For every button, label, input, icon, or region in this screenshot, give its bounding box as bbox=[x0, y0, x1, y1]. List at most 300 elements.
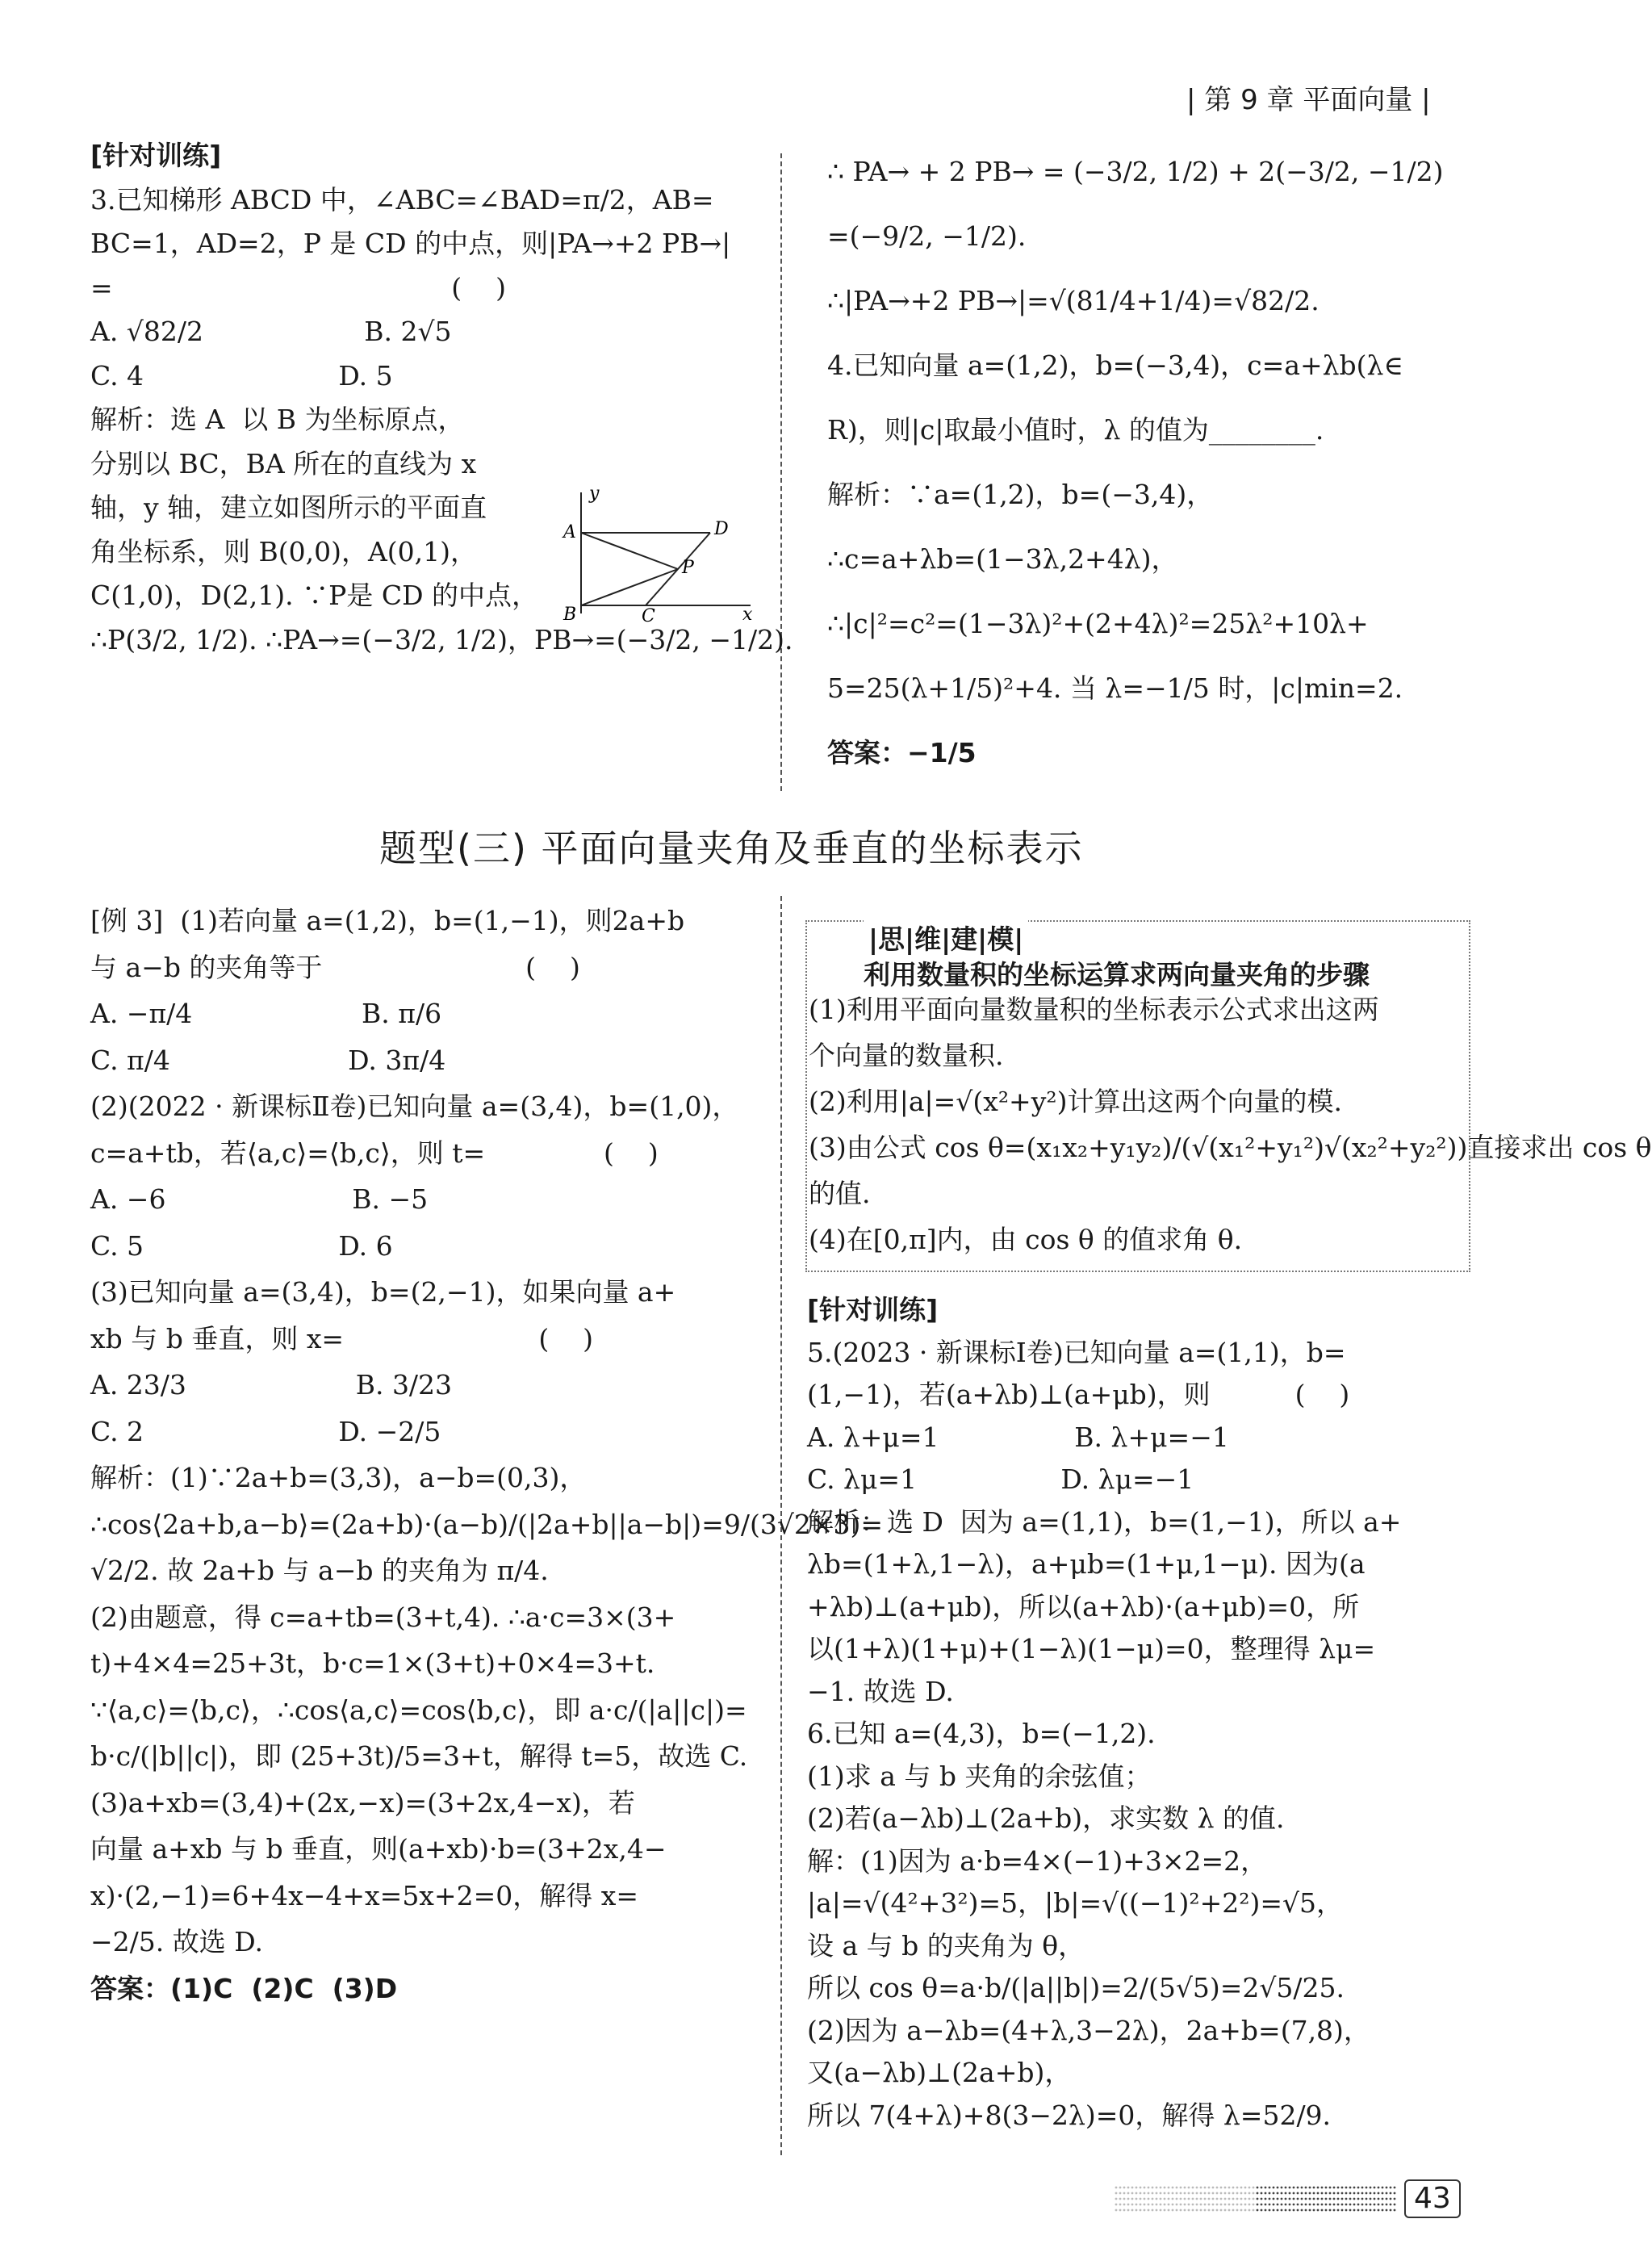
footer-dot bbox=[1261, 2209, 1263, 2212]
footer-dot bbox=[1168, 2209, 1170, 2212]
footer-dot bbox=[1301, 2209, 1303, 2212]
footer-dot bbox=[1321, 2209, 1324, 2212]
text-line: C. 4 D. 5 bbox=[90, 359, 393, 391]
footer-dot bbox=[1119, 2192, 1122, 2195]
footer-dot bbox=[1257, 2192, 1259, 2195]
footer-dot bbox=[1382, 2198, 1384, 2200]
footer-dot bbox=[1329, 2192, 1332, 2195]
text-line: 的值. bbox=[809, 1178, 871, 1209]
footer-dot bbox=[1224, 2192, 1227, 2195]
footer-dot bbox=[1180, 2187, 1182, 2189]
footer-dot bbox=[1353, 2187, 1356, 2189]
footer-dot bbox=[1394, 2198, 1396, 2200]
footer-dot bbox=[1176, 2192, 1178, 2195]
footer-dot bbox=[1333, 2204, 1336, 2206]
footer-dot bbox=[1329, 2204, 1332, 2206]
footer-dot bbox=[1382, 2209, 1384, 2212]
footer-dot bbox=[1248, 2187, 1251, 2189]
footer-dot bbox=[1370, 2187, 1372, 2189]
text-line: 解析：选 D 因为 a=(1,1)，b=(1,−1)，所以 a+ bbox=[807, 1505, 1402, 1538]
footer-dot bbox=[1164, 2204, 1166, 2206]
footer-dot bbox=[1281, 2209, 1283, 2212]
footer-dot bbox=[1357, 2198, 1360, 2200]
footer-dot bbox=[1168, 2187, 1170, 2189]
footer-dot bbox=[1164, 2198, 1166, 2200]
footer-dot bbox=[1386, 2209, 1388, 2212]
footer-dot bbox=[1277, 2198, 1279, 2200]
footer-dot bbox=[1204, 2198, 1207, 2200]
footer-dot bbox=[1212, 2187, 1215, 2189]
footer-dot bbox=[1184, 2209, 1186, 2212]
footer-dot bbox=[1269, 2209, 1271, 2212]
footer-dot bbox=[1293, 2192, 1295, 2195]
footer-dot bbox=[1378, 2198, 1380, 2200]
footer-dot bbox=[1253, 2204, 1255, 2206]
diagram-label-c: C bbox=[642, 606, 655, 626]
text-line: 解析：∵a=(1,2)，b=(−3,4)， bbox=[827, 479, 1214, 510]
diagram-label-d: D bbox=[714, 519, 729, 539]
page-number: 43 bbox=[1404, 2179, 1461, 2218]
footer-dot bbox=[1176, 2209, 1178, 2212]
footer-dot bbox=[1349, 2209, 1352, 2212]
footer-dot bbox=[1160, 2209, 1162, 2212]
footer-dot bbox=[1289, 2187, 1291, 2189]
footer-dot bbox=[1257, 2209, 1259, 2212]
footer-dot bbox=[1349, 2187, 1352, 2189]
text-line: C. 2 D. −2/5 bbox=[90, 1415, 441, 1447]
footer-dot bbox=[1329, 2187, 1332, 2189]
footer-dot bbox=[1297, 2198, 1299, 2200]
footer-dot bbox=[1361, 2187, 1364, 2189]
text-line: (1)利用平面向量数量积的坐标表示公式求出这两 bbox=[809, 994, 1379, 1025]
footer-dot bbox=[1361, 2198, 1364, 2200]
footer-dot bbox=[1168, 2192, 1170, 2195]
footer-dot bbox=[1261, 2192, 1263, 2195]
footer-dot bbox=[1123, 2198, 1126, 2200]
text-line: 5=25(λ+1/5)²+4. 当 λ=−1/5 时，|c|min=2. bbox=[827, 672, 1403, 704]
footer-dot bbox=[1184, 2187, 1186, 2189]
text-line: xb 与 b 垂直，则 x= ( ) bbox=[90, 1322, 594, 1354]
footer-dot bbox=[1386, 2204, 1388, 2206]
footer-dot bbox=[1115, 2192, 1118, 2195]
diagram-label-x: x bbox=[742, 605, 753, 625]
text-line: ∴cos⟨2a+b,a−b⟩=(2a+b)·(a−b)/(|2a+b||a−b|)=9/(3√2×3)= bbox=[90, 1508, 884, 1540]
footer-dot bbox=[1131, 2204, 1134, 2206]
footer-dot bbox=[1277, 2209, 1279, 2212]
footer-dot bbox=[1144, 2209, 1146, 2212]
text-line: |a|=√(4²+3²)=5，|b|=√((−1)²+2²)=√5， bbox=[807, 1887, 1344, 1919]
footer-dot bbox=[1309, 2209, 1311, 2212]
footer-dot bbox=[1240, 2198, 1243, 2200]
footer-dot bbox=[1321, 2198, 1324, 2200]
thinking-model-box bbox=[805, 920, 1652, 1272]
footer-dot bbox=[1156, 2204, 1158, 2206]
text-line: (3)a+xb=(3,4)+(2x,−x)=(3+2x,4−x)，若 bbox=[90, 1786, 635, 1819]
text-line: C(1,0)，D(2,1). ∵P是 CD 的中点， bbox=[90, 580, 539, 611]
footer-dot bbox=[1164, 2187, 1166, 2189]
text-line: +λb)⊥(a+μb)，所以(a+λb)·(a+μb)=0，所 bbox=[807, 1590, 1360, 1622]
footer-dot bbox=[1228, 2209, 1231, 2212]
text-line: 4.已知向量 a=(1,2)，b=(−3,4)，c=a+λb(λ∈ bbox=[827, 350, 1403, 381]
footer-dot bbox=[1188, 2198, 1190, 2200]
footer-dot bbox=[1253, 2187, 1255, 2189]
footer-dot bbox=[1119, 2209, 1122, 2212]
footer-dot bbox=[1285, 2198, 1287, 2200]
footer-dot bbox=[1293, 2187, 1295, 2189]
footer-dot bbox=[1228, 2204, 1231, 2206]
text-line: ∴|PA→+2 PB→|=√(81/4+1/4)=√82/2. bbox=[827, 285, 1320, 316]
footer-dot bbox=[1135, 2192, 1138, 2195]
footer-dot bbox=[1240, 2204, 1243, 2206]
footer-dot bbox=[1309, 2187, 1311, 2189]
footer-dot bbox=[1224, 2204, 1227, 2206]
footer-dot bbox=[1265, 2187, 1267, 2189]
footer-dot bbox=[1192, 2198, 1194, 2200]
footer-dot bbox=[1337, 2198, 1340, 2200]
text-line: x)·(2,−1)=6+4x−4+x=5x+2=0，解得 x= bbox=[90, 1879, 638, 1911]
footer-dot bbox=[1204, 2209, 1207, 2212]
footer-dot bbox=[1188, 2204, 1190, 2206]
footer-dot bbox=[1152, 2209, 1154, 2212]
footer-dot bbox=[1281, 2198, 1283, 2200]
footer-dot bbox=[1208, 2192, 1211, 2195]
footer-dot bbox=[1273, 2204, 1275, 2206]
footer-dot bbox=[1224, 2187, 1227, 2189]
text-line: c=a+tb，若⟨a,c⟩=⟨b,c⟩，则 t= ( ) bbox=[90, 1137, 659, 1169]
footer-dot bbox=[1386, 2192, 1388, 2195]
column-divider-top bbox=[780, 153, 782, 791]
footer-dot bbox=[1325, 2209, 1328, 2212]
footer-dot bbox=[1378, 2209, 1380, 2212]
footer-dot bbox=[1285, 2192, 1287, 2195]
text-line: 答案：(1)C (2)C (3)D bbox=[90, 1972, 398, 2004]
text-line: (1,−1)，若(a+λb)⊥(a+μb)，则 ( ) bbox=[807, 1379, 1350, 1410]
footer-dot bbox=[1135, 2204, 1138, 2206]
text-line: −1. 故选 D. bbox=[807, 1675, 954, 1707]
footer-dot bbox=[1184, 2198, 1186, 2200]
footer-dot bbox=[1200, 2204, 1202, 2206]
text-line: √2/2. 故 2a+b 与 a−b 的夹角为 π/4. bbox=[90, 1555, 549, 1586]
footer-dot bbox=[1337, 2209, 1340, 2212]
text-line: 5.(2023 · 新课标Ⅰ卷)已知向量 a=(1,1)，b= bbox=[807, 1336, 1346, 1368]
footer-dot bbox=[1289, 2209, 1291, 2212]
footer-dot bbox=[1345, 2187, 1348, 2189]
footer-dot bbox=[1273, 2198, 1275, 2200]
footer-dot bbox=[1297, 2187, 1299, 2189]
text-line: 轴，y 轴，建立如图所示的平面直 bbox=[90, 492, 487, 523]
footer-dot bbox=[1192, 2192, 1194, 2195]
footer-dot bbox=[1208, 2187, 1211, 2189]
footer-dot bbox=[1325, 2187, 1328, 2189]
text-line: t)+4×4=25+3t，b·c=1×(3+t)+0×4=3+t. bbox=[90, 1647, 655, 1679]
footer-dot bbox=[1317, 2204, 1320, 2206]
footer-dot bbox=[1127, 2192, 1130, 2195]
footer-dot bbox=[1228, 2198, 1231, 2200]
footer-dot bbox=[1212, 2209, 1215, 2212]
text-line: 分别以 BC，BA 所在的直线为 x bbox=[90, 447, 477, 479]
footer-dot bbox=[1325, 2198, 1328, 2200]
footer-dot bbox=[1115, 2187, 1118, 2189]
footer-dot bbox=[1164, 2209, 1166, 2212]
footer-dot bbox=[1370, 2198, 1372, 2200]
footer-dot bbox=[1293, 2209, 1295, 2212]
footer-dot bbox=[1361, 2192, 1364, 2195]
footer-dot bbox=[1357, 2204, 1360, 2206]
footer-dot bbox=[1160, 2204, 1162, 2206]
text-line: (1)求 a 与 b 夹角的余弦值； bbox=[807, 1760, 1152, 1792]
footer-dot bbox=[1148, 2192, 1150, 2195]
footer-dot bbox=[1321, 2187, 1324, 2189]
text-line: λb=(1+λ,1−λ)，a+μb=(1+μ,1−μ). 因为(a bbox=[807, 1548, 1366, 1580]
text-line: C. 5 D. 6 bbox=[90, 1229, 393, 1262]
text-line: [针对训练] bbox=[90, 140, 222, 171]
footer-dot bbox=[1140, 2204, 1142, 2206]
footer-dot bbox=[1176, 2187, 1178, 2189]
footer-dot bbox=[1220, 2204, 1223, 2206]
footer-dot bbox=[1240, 2192, 1243, 2195]
text-line: A. −π/4 B. π/6 bbox=[90, 998, 442, 1029]
footer-dot bbox=[1152, 2187, 1154, 2189]
footer-dot bbox=[1123, 2209, 1126, 2212]
footer-dot bbox=[1232, 2198, 1235, 2200]
footer-dot bbox=[1180, 2198, 1182, 2200]
text-line: 6.已知 a=(4,3)，b=(−1,2). bbox=[807, 1718, 1156, 1749]
footer-dot bbox=[1366, 2192, 1368, 2195]
footer-dot bbox=[1180, 2204, 1182, 2206]
footer-dot bbox=[1172, 2204, 1174, 2206]
text-line: (2)由题意，得 c=a+tb=(3+t,4). ∴a·c=3×(3+ bbox=[90, 1601, 676, 1633]
footer-dot bbox=[1297, 2192, 1299, 2195]
footer-dot bbox=[1244, 2209, 1247, 2212]
footer-dot bbox=[1220, 2209, 1223, 2212]
footer-dot bbox=[1353, 2192, 1356, 2195]
footer-dot bbox=[1297, 2209, 1299, 2212]
footer-dot bbox=[1204, 2192, 1207, 2195]
footer-dot bbox=[1152, 2204, 1154, 2206]
footer-dot bbox=[1353, 2204, 1356, 2206]
footer-dot bbox=[1144, 2192, 1146, 2195]
footer-dot bbox=[1341, 2187, 1344, 2189]
text-line: 解析：(1)∵2a+b=(3,3)，a−b=(0,3)， bbox=[90, 1462, 587, 1493]
footer-dot bbox=[1196, 2204, 1198, 2206]
footer-dot bbox=[1248, 2198, 1251, 2200]
footer-dot bbox=[1305, 2187, 1307, 2189]
footer-dot bbox=[1390, 2192, 1392, 2195]
footer-dot bbox=[1244, 2187, 1247, 2189]
footer-dot bbox=[1220, 2187, 1223, 2189]
footer-dot bbox=[1289, 2204, 1291, 2206]
footer-dot bbox=[1119, 2187, 1122, 2189]
footer-dot bbox=[1349, 2198, 1352, 2200]
footer-dot bbox=[1370, 2204, 1372, 2206]
footer-dot bbox=[1269, 2192, 1271, 2195]
text-line: 又(a−λb)⊥(2a+b)， bbox=[807, 2057, 1072, 2088]
footer-dot bbox=[1341, 2192, 1344, 2195]
footer-dot bbox=[1333, 2187, 1336, 2189]
footer-dot bbox=[1131, 2192, 1134, 2195]
footer-dot bbox=[1224, 2209, 1227, 2212]
footer-dot bbox=[1228, 2187, 1231, 2189]
footer-dot bbox=[1345, 2198, 1348, 2200]
footer-dot bbox=[1131, 2209, 1134, 2212]
footer-dot bbox=[1353, 2209, 1356, 2212]
text-line: 答案：−1/5 bbox=[827, 737, 977, 768]
footer-dot bbox=[1220, 2198, 1223, 2200]
footer-dot bbox=[1127, 2198, 1130, 2200]
footer-dot bbox=[1216, 2187, 1219, 2189]
footer-dot bbox=[1285, 2204, 1287, 2206]
footer-dot bbox=[1135, 2209, 1138, 2212]
footer-dot bbox=[1196, 2192, 1198, 2195]
footer-dot bbox=[1257, 2204, 1259, 2206]
text-line: [针对训练] bbox=[807, 1294, 939, 1325]
text-line: 所以 7(4+λ)+8(3−2λ)=0，解得 λ=52/9. bbox=[807, 2099, 1332, 2131]
footer-dot bbox=[1269, 2198, 1271, 2200]
footer-dot bbox=[1168, 2204, 1170, 2206]
footer-dot bbox=[1212, 2198, 1215, 2200]
footer-dot bbox=[1277, 2187, 1279, 2189]
footer-dot bbox=[1140, 2198, 1142, 2200]
footer-dot bbox=[1188, 2187, 1190, 2189]
footer-dot bbox=[1265, 2192, 1267, 2195]
footer-dot bbox=[1378, 2204, 1380, 2206]
footer-dot bbox=[1309, 2198, 1311, 2200]
text-line: (2)因为 a−λb=(4+λ,3−2λ)，2a+b=(7,8)， bbox=[807, 2014, 1370, 2046]
chapter-header: | 第 9 章 平面向量 | bbox=[1186, 84, 1431, 116]
text-line: A. 23/3 B. 3/23 bbox=[90, 1369, 453, 1400]
footer-dot bbox=[1317, 2187, 1320, 2189]
footer-dot bbox=[1232, 2209, 1235, 2212]
footer-dot bbox=[1345, 2192, 1348, 2195]
footer-dot-pattern bbox=[1114, 2184, 1396, 2217]
text-line: R)，则|c|取最小值时，λ 的值为________. bbox=[827, 414, 1324, 446]
footer-dot bbox=[1188, 2209, 1190, 2212]
footer-dot bbox=[1220, 2192, 1223, 2195]
footer-dot bbox=[1144, 2204, 1146, 2206]
footer-dot bbox=[1273, 2187, 1275, 2189]
diagram-label-b: B bbox=[563, 605, 577, 625]
footer-dot bbox=[1313, 2192, 1315, 2195]
text-line: ∵⟨a,c⟩=⟨b,c⟩，∴cos⟨a,c⟩=cos⟨b,c⟩，即 a·c/(|a||c|)= bbox=[90, 1694, 747, 1726]
text-line: [例 3] (1)若向量 a=(1,2)，b=(1,−1)，则2a+b bbox=[90, 905, 685, 936]
footer-dot bbox=[1160, 2192, 1162, 2195]
footer-dot bbox=[1196, 2198, 1198, 2200]
footer-dot bbox=[1127, 2204, 1130, 2206]
text-line: ∴P(3/2, 1/2). ∴PA→=(−3/2, 1/2)，PB→=(−3/2, −1/2). bbox=[90, 623, 793, 655]
footer-dot bbox=[1378, 2192, 1380, 2195]
footer-dot bbox=[1261, 2198, 1263, 2200]
footer-dot bbox=[1321, 2204, 1324, 2206]
footer-dot bbox=[1115, 2209, 1118, 2212]
footer-dot bbox=[1341, 2204, 1344, 2206]
footer-dot bbox=[1200, 2209, 1202, 2212]
text-line: 个向量的数量积. bbox=[809, 1040, 1004, 1071]
footer-dot bbox=[1192, 2209, 1194, 2212]
footer-dot bbox=[1232, 2204, 1235, 2206]
footer-dot bbox=[1212, 2204, 1215, 2206]
footer-dot bbox=[1208, 2204, 1211, 2206]
footer-dot bbox=[1216, 2198, 1219, 2200]
text-line: = ( ) bbox=[90, 271, 506, 304]
footer-dot bbox=[1236, 2192, 1239, 2195]
footer-dot bbox=[1131, 2198, 1134, 2200]
footer-dot bbox=[1317, 2192, 1320, 2195]
footer-dot bbox=[1156, 2198, 1158, 2200]
footer-dot bbox=[1168, 2198, 1170, 2200]
text-line: (2)利用|a|=√(x²+y²)计算出这两个向量的模. bbox=[809, 1086, 1342, 1117]
footer-dot bbox=[1382, 2192, 1384, 2195]
diagram-label-a: A bbox=[563, 522, 576, 542]
footer-dot bbox=[1192, 2204, 1194, 2206]
footer-dot bbox=[1216, 2209, 1219, 2212]
footer-dot bbox=[1212, 2192, 1215, 2195]
text-line: A. √82/2 B. 2√5 bbox=[90, 316, 452, 347]
footer-dot bbox=[1127, 2187, 1130, 2189]
footer-dot bbox=[1374, 2204, 1376, 2206]
footer-dot bbox=[1140, 2209, 1142, 2212]
footer-dot bbox=[1333, 2209, 1336, 2212]
footer-dot bbox=[1386, 2187, 1388, 2189]
footer-dot bbox=[1361, 2204, 1364, 2206]
text-line: (3)已知向量 a=(3,4)，b=(2,−1)，如果向量 a+ bbox=[90, 1276, 676, 1308]
footer-dot bbox=[1309, 2192, 1311, 2195]
footer-dot bbox=[1313, 2209, 1315, 2212]
footer-dot bbox=[1313, 2204, 1315, 2206]
model-heading: 利用数量积的坐标运算求两向量夹角的步骤 bbox=[864, 959, 1370, 990]
footer-dot bbox=[1313, 2198, 1315, 2200]
footer-dot bbox=[1353, 2198, 1356, 2200]
footer-dot bbox=[1366, 2204, 1368, 2206]
text-line: 所以 cos θ=a·b/(|a||b|)=2/(5√5)=2√5/25. bbox=[807, 1972, 1345, 2003]
footer-dot bbox=[1160, 2187, 1162, 2189]
text-line: b·c/(|b||c|)，即 (25+3t)/5=3+t，解得 t=5，故选 C. bbox=[90, 1740, 748, 1772]
footer-dot bbox=[1273, 2192, 1275, 2195]
footer-dot bbox=[1216, 2204, 1219, 2206]
footer-dot bbox=[1244, 2192, 1247, 2195]
footer-dot bbox=[1135, 2187, 1138, 2189]
footer-dot bbox=[1285, 2187, 1287, 2189]
text-line: C. π/4 D. 3π/4 bbox=[90, 1044, 446, 1076]
diagram-label-y: y bbox=[589, 484, 600, 504]
footer-dot bbox=[1224, 2198, 1227, 2200]
footer-dot bbox=[1341, 2198, 1344, 2200]
footer-dot bbox=[1253, 2198, 1255, 2200]
footer-dot bbox=[1293, 2204, 1295, 2206]
footer-dot bbox=[1236, 2187, 1239, 2189]
footer-dot bbox=[1123, 2192, 1126, 2195]
footer-dot bbox=[1305, 2209, 1307, 2212]
footer-dot bbox=[1144, 2198, 1146, 2200]
footer-dot bbox=[1240, 2187, 1243, 2189]
footer-dot bbox=[1394, 2187, 1396, 2189]
footer-dot bbox=[1160, 2198, 1162, 2200]
footer-dot bbox=[1382, 2187, 1384, 2189]
footer-dot bbox=[1378, 2187, 1380, 2189]
text-line: ∴ PA→ + 2 PB→ = (−3/2, 1/2) + 2(−3/2, −1/2) bbox=[827, 156, 1444, 187]
footer-dot bbox=[1236, 2198, 1239, 2200]
footer-dot bbox=[1305, 2204, 1307, 2206]
footer-dot bbox=[1301, 2192, 1303, 2195]
footer-dot bbox=[1357, 2192, 1360, 2195]
footer-dot bbox=[1192, 2187, 1194, 2189]
footer-dot bbox=[1297, 2204, 1299, 2206]
footer-dot bbox=[1196, 2209, 1198, 2212]
footer-dot bbox=[1345, 2209, 1348, 2212]
footer-dot bbox=[1144, 2187, 1146, 2189]
footer-dot bbox=[1269, 2187, 1271, 2189]
footer-dot bbox=[1349, 2192, 1352, 2195]
footer-dot bbox=[1374, 2187, 1376, 2189]
